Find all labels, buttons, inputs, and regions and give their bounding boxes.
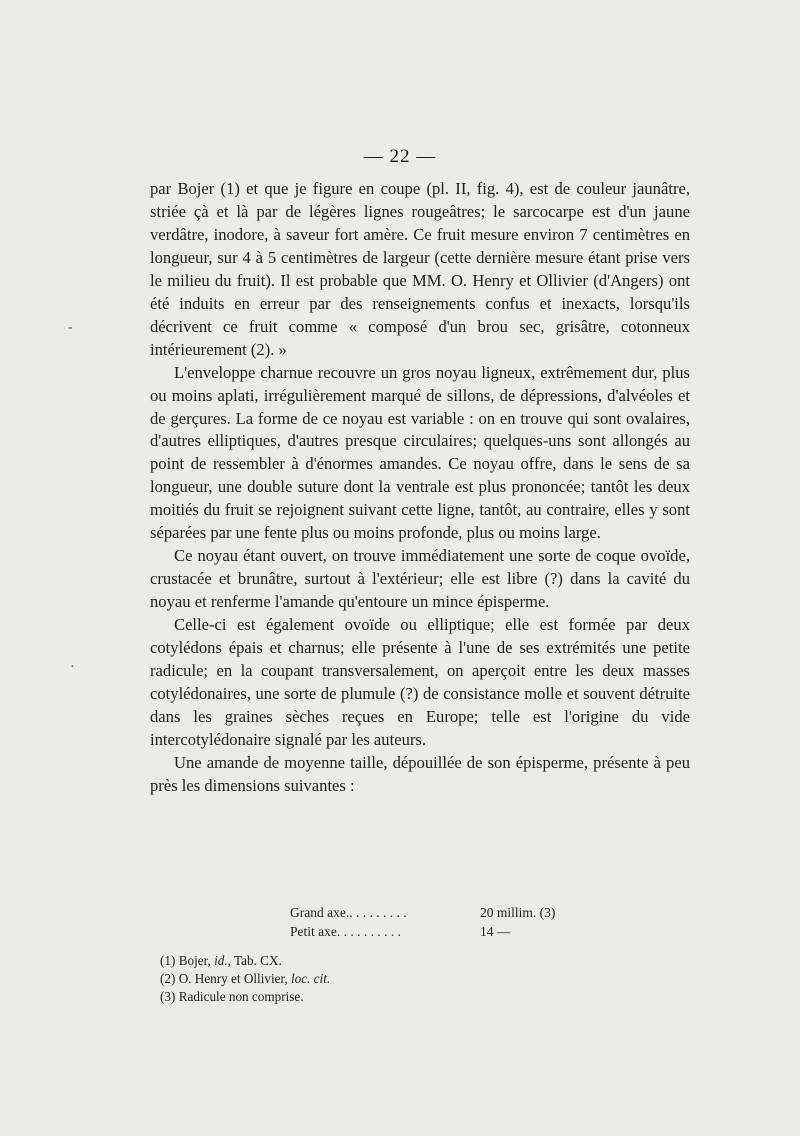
footnote-mark: (1)	[160, 953, 176, 968]
footnote	[160, 988, 580, 1006]
dimension-value: 20 millim. (3)	[480, 905, 556, 920]
dimension-row	[290, 903, 590, 922]
dimension-row	[290, 922, 590, 941]
footnote	[160, 970, 580, 988]
footnote	[160, 952, 580, 970]
page-number: — 22 —	[363, 146, 437, 167]
margin-dash-mark: -	[68, 320, 73, 335]
paragraph-5: Une amande de moyenne taille, dépouillée de son épisperme, présente à peu près les dimensions suivantes :	[150, 752, 690, 795]
paragraph-1: par Bojer (1) et que je figure en coupe (pl. II, fig. 4), est de couleur jaunâtre, striée çà et là par de légères lignes rougeâtres; le sarcocarpe est d'un jaune verdâtre, inodore, à saveur fort amère. Ce fruit mesure environ 7 centimètres en longueur, sur 4 à 5 centimètres de largeur (cette dernière mesure étant prise vers le milieu du fruit). Il est probable que MM. O. Henry et Ollivier (d'Angers) ont été induits en erreur par des renseignements confus et inexacts, lorsqu'ils décrivent ce fruit comme « composé d'un brou sec, grisâtre, cotonneux intérieurement (2). »	[150, 179, 690, 359]
dimensions-table	[290, 903, 590, 941]
dimension-label: Grand axe.. . . . . . . . .	[290, 905, 407, 920]
footnote-text: Bojer,	[178, 953, 211, 968]
footnote-italic: id.	[214, 953, 228, 968]
footnote-text-tail: , Tab. CX.	[227, 953, 282, 968]
body-text	[150, 178, 690, 798]
footnotes	[160, 952, 580, 1006]
footnote-mark: (3)	[160, 989, 176, 1004]
paragraph-2: L'enveloppe charnue recouvre un gros noyau ligneux, extrêmement dur, plus ou moins aplati, irrégulièrement marqué de sillons, de dépressions, d'alvéoles et de gerçures. La forme de ce noyau est variable : on en trouve qui sont ovalaires, d'autres elliptiques, d'autres presque circulaires; quelques-uns sont allongés au point de ressembler à d'énormes amandes. Ce noyau offre, dans le sens de sa longueur, une double suture dont la ventrale est plus prononcée; tantôt les deux moitiés du fruit se rejoignent suivant cette ligne, tantôt, au contraire, elles y sont séparées par une fente plus ou moins profonde, plus ou moins large.	[150, 362, 690, 543]
paragraph-4: Celle-ci est également ovoïde ou elliptique; elle est formée par deux cotylédons épais et charnus; elle présente à l'une de ses extrémités une petite radicule; en la coupant transversalement, on aperçoit entre les deux masses cotylédonaires, une sorte de plumule (?) de consistance molle et souvent détruite dans les graines sèches reçues en Europe; telle est l'origine du vide intercotylédonaire signalé par les auteurs.	[150, 615, 690, 749]
footnote-text: Radicule non comprise.	[178, 989, 304, 1004]
margin-dot-mark: ·	[70, 660, 75, 675]
dimension-label: Petit axe. . . . . . . . . .	[290, 924, 401, 939]
footnote-text: O. Henry et Ollivier,	[178, 971, 288, 986]
dimension-value: 14 —	[480, 924, 511, 939]
footnote-italic: loc. cit.	[290, 971, 331, 986]
footnote-mark: (2)	[160, 971, 176, 986]
paragraph-3: Ce noyau étant ouvert, on trouve immédiatement une sorte de coque ovoïde, crustacée et brunâtre, surtout à l'extérieur; elle est libre (?) dans la cavité du noyau et renferme l'amande qu'entoure un mince épisperme.	[150, 546, 690, 612]
